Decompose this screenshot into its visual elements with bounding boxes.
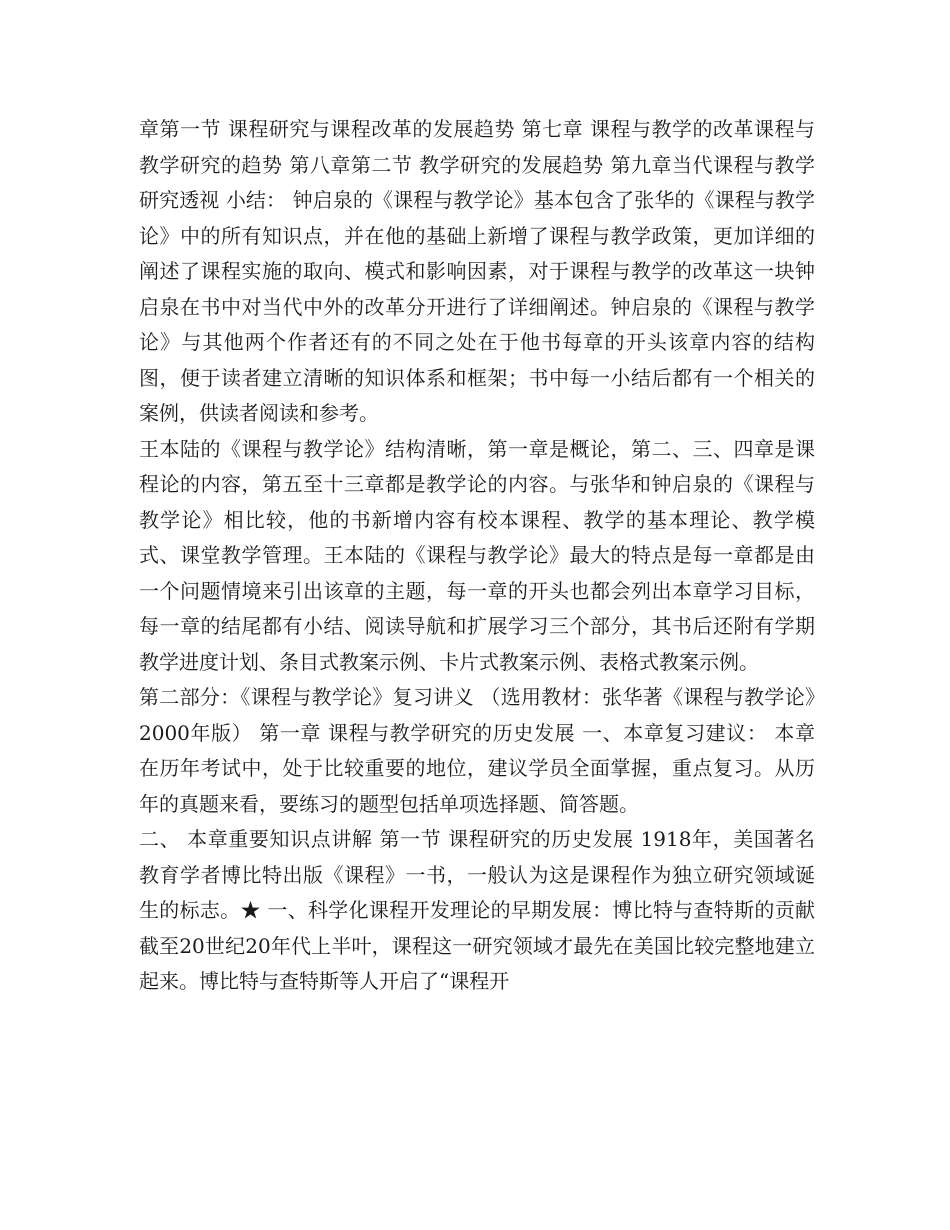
paragraph-2: 王本陆的《课程与教学论》结构清晰，第一章是概论，第二、三、四章是课程论的内容，第五至十三章都是教学论的内容。与张华和钟启泉的《课程与教学论》相比较，他的书新增内容有校本课程、教学的基本理论、教学模式、课堂教学管理。王本陆的《课程与教学论》最大的特点是每一章都是由一个问题情境来引出该章的主题，每一章的开头也都会列出本章学习目标，每一章的结尾都有小结、阅读导航和扩展学习三个部分，其书后还附有学期教学进度计划、条目式教案示例、卡片式教案示例、表格式教案示例。 [139, 436, 815, 674]
paragraph-3: 第二部分：《课程与教学论》复习讲义 （选用教材：张华著《课程与教学论》2000年版） 第一章 课程与教学研究的历史发展 一、本章复习建议： 本章在历年考试中，处于比较重要的地位，建议学员全面掌握，重点复习。从历年的真题来看，要练习的题型包括单项选择题、简答题。 [139, 685, 815, 816]
paragraph-4: 二、 本章重要知识点讲解 第一节 课程研究的历史发展 1918年，美国著名教育学者博比特出版《课程》一书，一般认为这是课程作为独立研究领域诞生的标志。★ 一、科学化课程开发理论的早期发展：博比特与查特斯的贡献 截至20世纪20年代上半叶，课程这一研究领域才最先在美国比较完整地建立起来。博比特与查特斯等人开启了“课程开 [139, 827, 815, 993]
paragraph-1: 章第一节 课程研究与课程改革的发展趋势 第七章 课程与教学的改革课程与教学研究的趋势 第八章第二节 教学研究的发展趋势 第九章当代课程与教学研究透视 小结： 钟启泉的《课程与教学论》基本包含了张华的《课程与教学论》中的所有知识点，并在他的基础上新增了课程与教学政策，更加详细的阐述了课程实施的取向、模式和影响因素，对于课程与教学的改革这一块钟启泉在书中对当代中外的改革分开进行了详细阐述。钟启泉的《课程与教学论》与其他两个作者还有的不同之处在于他书每章的开头该章内容的结构图，便于读者建立清晰的知识体系和框架；书中每一小结后都有一个相关的案例，供读者阅读和参考。 [139, 117, 815, 425]
document-body [139, 112, 815, 1000]
